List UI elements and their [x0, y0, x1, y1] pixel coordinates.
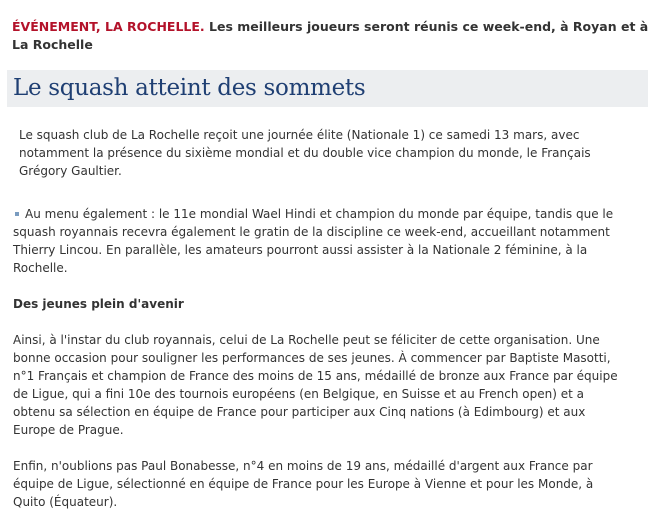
subheading: Des jeunes plein d'avenir — [13, 297, 184, 311]
paragraph-conclusion: Enfin, n'oublions pas Paul Bonabesse, n°4 en moins de 19 ans, médaillé d'argent aux France par équipe de Ligue, sélectionné en équipe de France pour les Europe à Vienne et pour les Monde, à Quito (Équateur). — [13, 459, 594, 509]
article-kicker — [12, 18, 652, 54]
paragraph-youth: Ainsi, à l'instar du club royannais, celui de La Rochelle peut se féliciter de cette organisation. Une bonne occasion pour souligner les performances de ses jeunes. À commencer par Baptiste Masotti, n°1 Français et champion de France des moins de 15 ans, médaillé de bronze aux France par équipe de Ligue, qui a fini 10e des tournois européens (en Belgique, en Suisse et au French open) et a obtenu sa sélection en équipe de France pour participer aux Cinq nations (à Edimbourg) et aux Europe de Prague. — [13, 333, 618, 437]
bullet-icon — [15, 212, 19, 216]
kicker-category: ÉVÉNEMENT, LA ROCHELLE. — [12, 19, 205, 34]
article-title: Le squash atteint des sommets — [13, 75, 366, 101]
paragraph-bullet — [13, 205, 633, 277]
title-bar — [7, 70, 648, 107]
paragraph-bullet-text: Au menu également : le 11e mondial Wael Hindi et champion du monde par équipe, tandis que le squash royannais recevra également le gratin de la discipline ce week-end, accueillant notamment Thierry Lincou. En parallèle, les amateurs pourront aussi assister à la Nationale 2 féminine, à la Rochelle. — [13, 207, 614, 275]
paragraph-intro: Le squash club de La Rochelle reçoit une journée élite (Nationale 1) ce samedi 13 mars, avec notamment la présence du sixième mondial et du double vice champion du monde, le Français Grégory Gaultier. — [19, 128, 591, 178]
kicker-text: Les meilleurs joueurs seront réunis ce week-end, à Royan et à La Rochelle — [12, 19, 649, 52]
